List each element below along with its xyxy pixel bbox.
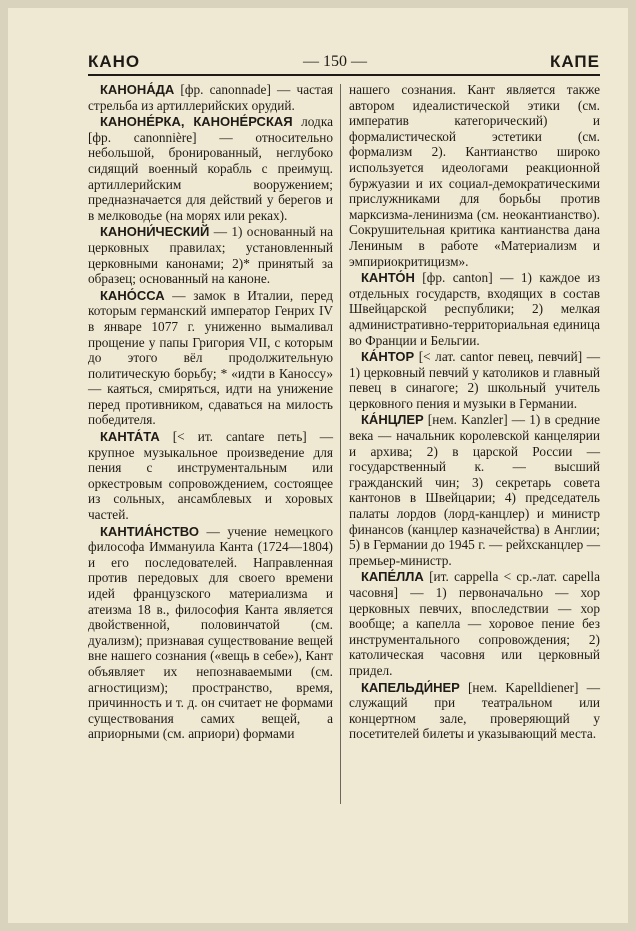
left-column xyxy=(88,82,333,743)
dictionary-entry xyxy=(349,680,600,742)
entry-headword: КАНОНА́ДА xyxy=(100,82,175,97)
dictionary-entry xyxy=(88,288,333,428)
dictionary-entry xyxy=(88,524,333,742)
dictionary-entry xyxy=(88,429,333,523)
dictionary-entry xyxy=(88,224,333,286)
entry-headword: КАНТО́Н xyxy=(361,270,415,286)
entry-definition: [фр. canton] — 1) каждое из отдельных государств, входящих в состав Швейцарской республики; 2) мелкая административно-территориальная единица во Франции и Бельгии. xyxy=(349,270,600,348)
dictionary-entry xyxy=(349,349,600,411)
entry-headword: КАНТА́ТА xyxy=(100,429,160,445)
header-rule xyxy=(88,74,600,76)
entry-headword: КА́НЦЛЕР xyxy=(361,412,424,428)
entry-definition: — 1) основанный на церковных правилах; установленный церковными канонами; 2)* принятый за образец; основанный на каноне. xyxy=(88,224,333,287)
entry-headword: КАПЕ́ЛЛА xyxy=(361,569,424,585)
entry-definition: [нем. Kanzler] — 1) в средние века — начальник королевской канцелярии и архива; 2) в царской России — государственный к. — высший гражданский чин; 3) секретарь совета кантонов в Швейцарии; 4) председатель палаты лордов (лорд-канцлер) и министр финансов (канцлер казначейства) в Англии; 5) в Германии до 1945 г. — рейхсканцлер — премьер-министр. xyxy=(349,412,600,568)
dictionary-entry xyxy=(349,412,600,568)
entry-headword: КАНОНИ́ЧЕСКИЙ xyxy=(100,224,210,240)
entry-headword: КА́НТОР xyxy=(361,349,415,365)
entry-headword: КАНОНЕ́РКА, КАНОНЕ́РСКАЯ xyxy=(100,114,293,130)
entry-continuation xyxy=(349,82,600,269)
page-number: — 150 — xyxy=(303,53,367,70)
dictionary-entry xyxy=(88,114,333,223)
entry-definition: нашего сознания. Кант является также автором идеалистической этики (см. императив категорический) и формалистической эстетики (см. формализм 2). Кантианство широко используется идеологами реакционной буржуазии и их социал-демократическими прислужниками для борьбы против марксизма-ленинизма (см. неокантианство). Сокрушительная критика кантианства дана Лениным в работе «Материализм и эмпириокритицизм». xyxy=(349,82,600,269)
running-head-left: КАНО xyxy=(88,52,141,71)
dictionary-entry xyxy=(88,82,333,113)
column-divider xyxy=(340,84,341,804)
entry-definition: [фр. canonnade] — частая стрельба из артиллерийских орудий. xyxy=(88,82,333,113)
running-head-right: КАПЕ xyxy=(550,52,600,71)
entry-headword: КАПЕЛЬДИ́НЕР xyxy=(361,679,460,695)
dictionary-entry xyxy=(349,569,600,678)
entry-definition: — учение немецкого философа Иммануила Канта (1724—1804) и его последователей. Направленная против передовых для своего времени идей французского материализма и атеизма 18 в., философия Канта является двойственной, половинчатой (см. дуализм); признавая существование вещей вне нашего сознания («вещь в себе»), Кант объявляет их непознаваемыми (см. агностицизм); пространство, время, причинность и т. д. он считает не формами существования самих вещей, а априорными (см. априори) формами xyxy=(88,523,333,742)
entry-definition: [нем. Kapelldiener] — служащий при театральном или концертном зале, проверяющий у посетителей билеты и указывающий места. xyxy=(349,679,600,742)
entry-headword: КАНТИА́НСТВО xyxy=(100,523,199,539)
entry-definition: лодка [фр. canonnière] — относительно небольшой, бронированный, неглубоко сидящий военный корабль с преимущ. артиллерийским вооружением; предназначается для действий у берегов и в мелководье (на морях или реках). xyxy=(88,114,333,223)
right-column xyxy=(349,82,600,743)
entry-definition: [< лат. cantor певец, певчий] — 1) церковный певчий у католиков и главный певец в синагоге; 2) школьный учитель церковного пения и музыки в Германии. xyxy=(349,349,600,411)
dictionary-entry xyxy=(349,270,600,348)
entry-definition: [ит. cappella < ср.-лат. capella часовня] — 1) первоначально — хор церковных певчих, впоследствии — хор вообще; а капелла — хоровое пение без инструментального сопровождения; 2) католическая часовня или церковный придел. xyxy=(349,569,600,678)
entry-definition: — замок в Италии, перед которым германский император Генрих IV в январе 1077 г. униженно вымаливал прощение у папы Григория VII, с которым до этого вёл продолжительную политическую борьбу; * «идти в Каноссу» — каяться, смиряться, идти на унижение перед противником, сдаваться на милость победителя. xyxy=(88,287,333,428)
page-header xyxy=(88,52,600,74)
entry-headword: КАНО́ССА xyxy=(100,287,165,303)
entry-definition: [< ит. cantare петь] — крупное музыкальное произведение для пения с инструментальным или оркестровым сопровождением, состоящее из сольных, ансамблевых и хоровых частей. xyxy=(88,429,333,523)
